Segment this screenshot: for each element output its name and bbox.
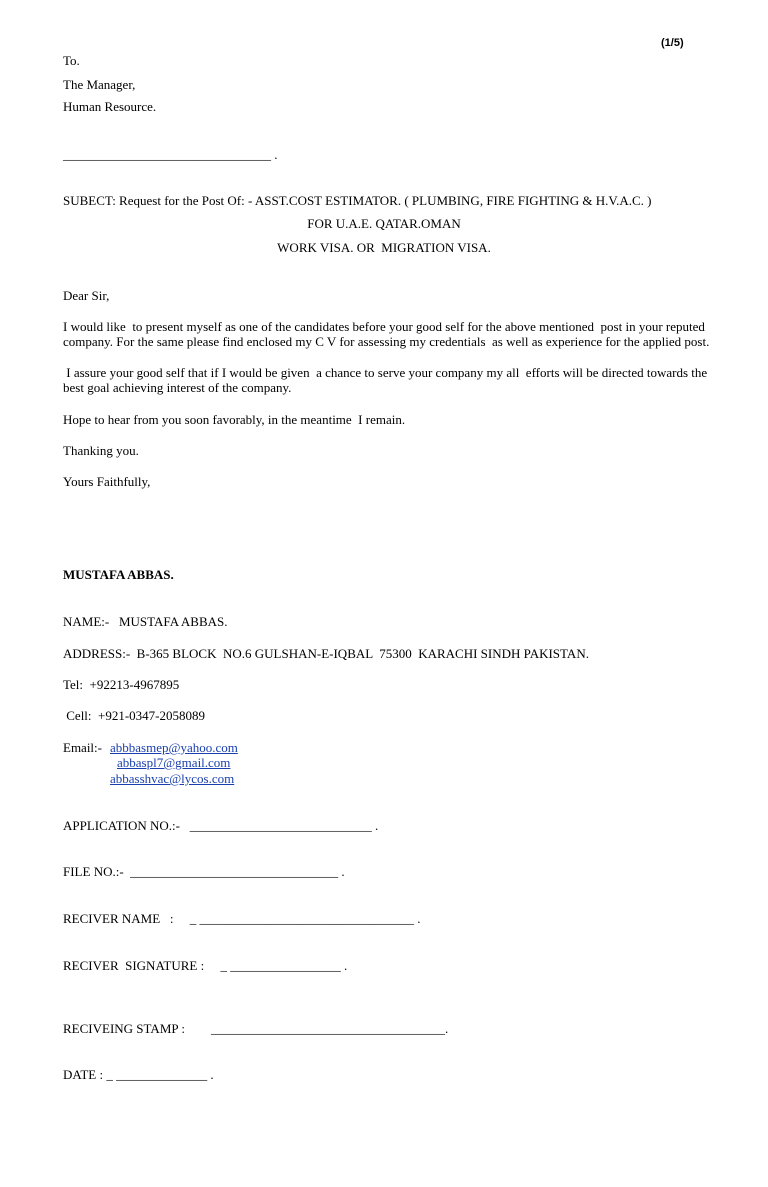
paragraph-2-line-2: best goal achieving interest of the company. [63, 380, 292, 395]
email-link-gmail[interactable]: abbaspl7@gmail.com [117, 755, 231, 770]
file-no-field: FILE NO.:- ________________________________ . [63, 864, 345, 879]
salutation: Dear Sir, [63, 288, 110, 303]
email-label: Email:- [63, 740, 102, 755]
thanks-line: Thanking you. [63, 443, 139, 458]
receiver-name-field: RECIVER NAME : _ _________________________________ . [63, 911, 421, 926]
email-link-yahoo[interactable]: abbbasmep@yahoo.com [110, 740, 238, 755]
email-link-lycos[interactable]: abbasshvac@lycos.com [110, 771, 235, 786]
subject-line-2: FOR U.A.E. QATAR.OMAN [307, 216, 461, 231]
subject-line-3: WORK VISA. OR MIGRATION VISA. [277, 240, 491, 255]
page-number: (1/5) [661, 37, 684, 49]
date-field: DATE : _ ______________ . [63, 1067, 214, 1082]
subject-line-1: SUBECT: Request for the Post Of: - ASST.COST ESTIMATOR. ( PLUMBING, FIRE FIGHTING & H.V.A.C. ) [63, 193, 652, 208]
receiving-stamp-field: RECIVEING STAMP : ____________________________________. [63, 1021, 449, 1036]
paragraph-1-line-1: I would like to present myself as one of the candidates before your good self for the above mentioned post in your reputed [63, 319, 705, 334]
paragraph-1-line-2: company. For the same please find enclosed my C V for assessing my credentials as well as experience for the applied post. [63, 334, 710, 349]
contact-name: NAME:- MUSTAFA ABBAS. [63, 614, 228, 629]
contact-address: ADDRESS:- B-365 BLOCK NO.6 GULSHAN-E-IQBAL 75300 KARACHI SINDH PAKISTAN. [63, 646, 589, 661]
contact-cell: Cell: +921-0347-2058089 [63, 708, 206, 723]
addressee-to: To. [63, 53, 80, 68]
signature-name: MUSTAFA ABBAS. [63, 567, 174, 582]
addressee-blank-line: ________________________________ . [63, 147, 278, 162]
paragraph-3: Hope to hear from you soon favorably, in the meantime I remain. [63, 412, 406, 427]
addressee-manager: The Manager, [63, 77, 136, 92]
paragraph-2-line-1: I assure your good self that if I would be given a chance to serve your company my all efforts will be directed towards the [63, 365, 708, 380]
addressee-department: Human Resource. [63, 99, 157, 114]
closing-line: Yours Faithfully, [63, 474, 151, 489]
application-no-field: APPLICATION NO.:- ____________________________ . [63, 818, 379, 833]
contact-tel: Tel: +92213-4967895 [63, 677, 180, 692]
receiver-signature-field: RECIVER SIGNATURE : _ _________________ . [63, 958, 348, 973]
